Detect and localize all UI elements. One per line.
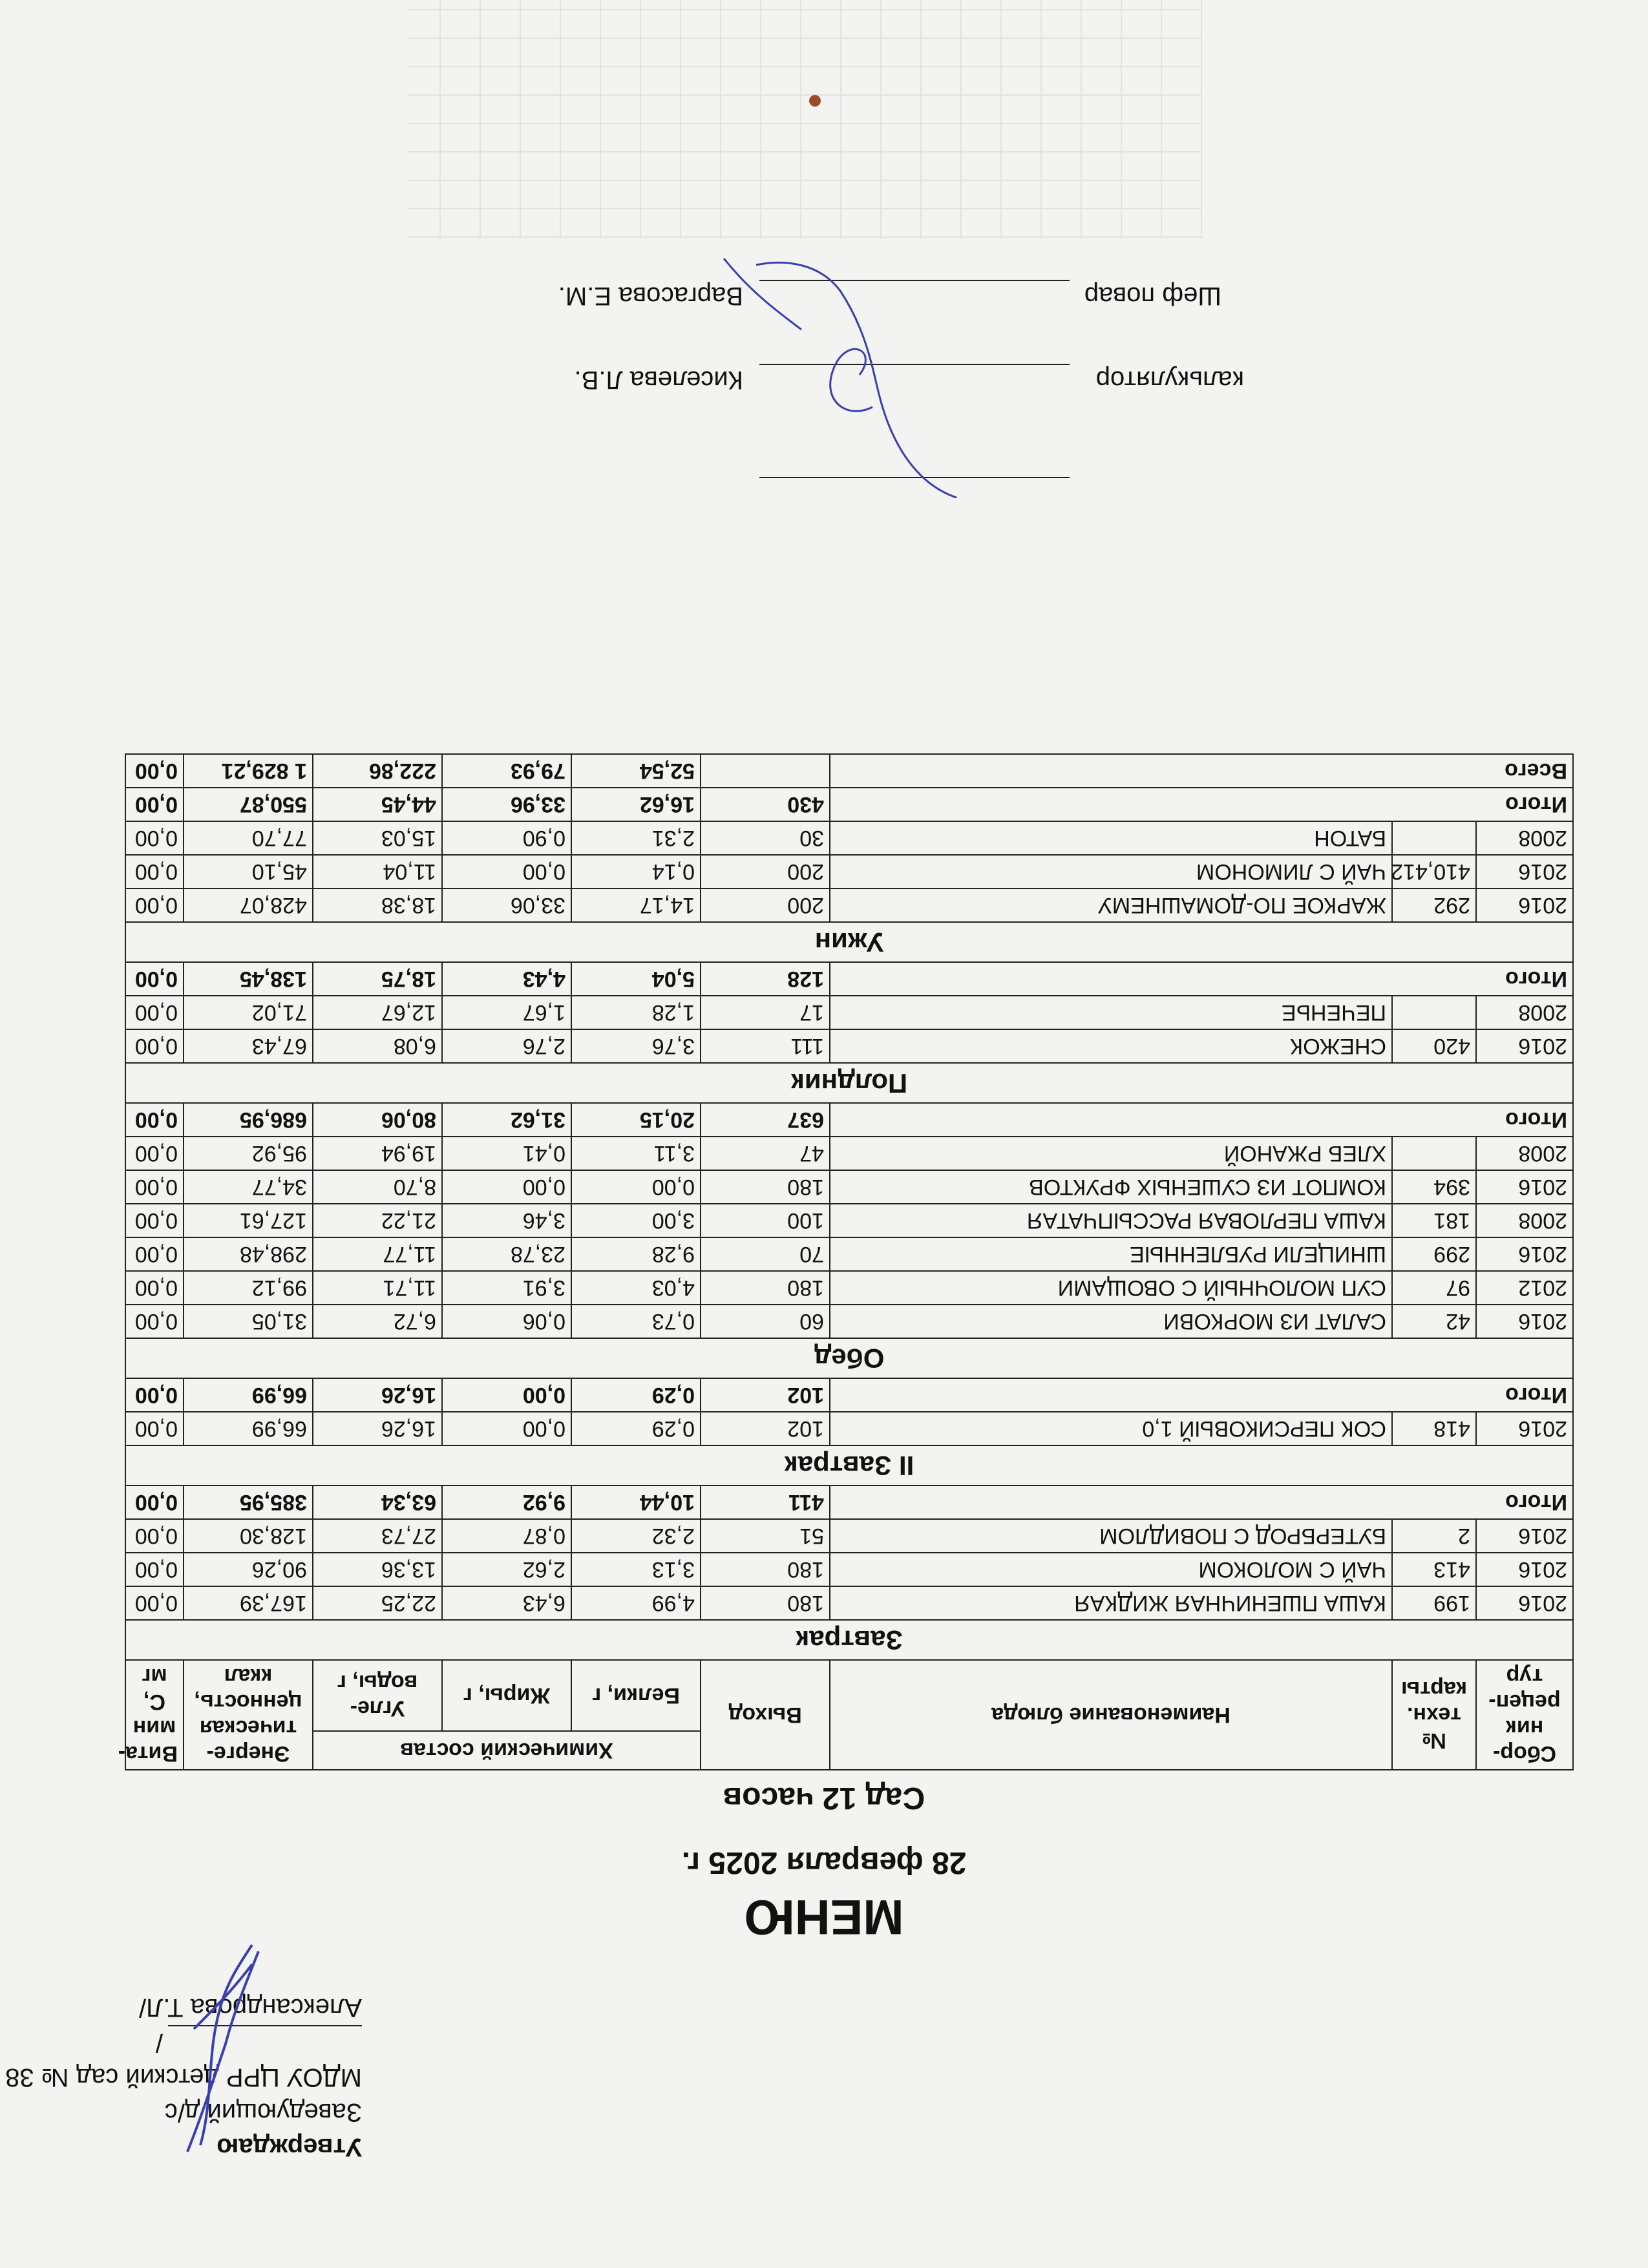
cell-fat: 2,76 xyxy=(442,1029,571,1063)
cell-vitc: 0,00 xyxy=(125,821,184,855)
cell-vitc: 0,00 xyxy=(125,1519,184,1553)
cell-energy: 67,43 xyxy=(184,1029,313,1063)
cell-carbs: 15,03 xyxy=(313,821,442,855)
cell-card: 42 xyxy=(1392,1305,1476,1338)
cell-card: 292 xyxy=(1392,888,1476,922)
cell-fat: 0,00 xyxy=(442,1170,571,1204)
cell-protein: 0,00 xyxy=(571,1170,701,1204)
cell-card: 199 xyxy=(1392,1586,1476,1620)
cell-fat: 1,67 xyxy=(442,996,571,1029)
cell-card: 413 xyxy=(1392,1553,1476,1586)
total-energy: 686,95 xyxy=(184,1103,313,1137)
cell-energy: 428,07 xyxy=(184,888,313,922)
cell-fat: 0,87 xyxy=(442,1519,571,1553)
cell-dish: БАТОН xyxy=(830,821,1392,855)
total-fat: 9,92 xyxy=(442,1486,571,1519)
col-chem: Химический состав xyxy=(313,1731,701,1770)
total-vitc: 0,00 xyxy=(125,1486,184,1519)
cell-collection: 2008 xyxy=(1476,996,1573,1029)
cell-energy: 66,99 xyxy=(184,1412,313,1445)
cell-yield: 180 xyxy=(701,1553,830,1586)
total-yield: 430 xyxy=(701,788,830,821)
cell-energy: 90,26 xyxy=(184,1553,313,1586)
col-collection: Сбор-ник рецеп-тур xyxy=(1476,1660,1573,1770)
total-carbs: 44,45 xyxy=(313,788,442,821)
cell-dish: СУП МОЛОЧНЫЙ С ОВОЩАМИ xyxy=(830,1271,1392,1305)
cell-protein: 4,03 xyxy=(571,1271,701,1305)
calc-name: Киселева Л.В. xyxy=(574,366,743,394)
cell-vitc: 0,00 xyxy=(125,1271,184,1305)
cell-carbs: 19,94 xyxy=(313,1137,442,1170)
cell-energy: 127,61 xyxy=(184,1204,313,1237)
cell-vitc: 0,00 xyxy=(125,1586,184,1620)
cell-vitc: 0,00 xyxy=(125,1237,184,1271)
approval-position: Заведующий д/с xyxy=(164,2098,362,2126)
cell-energy: 298,48 xyxy=(184,1237,313,1271)
cell-collection: 2012 xyxy=(1476,1271,1573,1305)
cell-card: 97 xyxy=(1392,1271,1476,1305)
cell-dish: ХЛЕБ РЖАНОЙ xyxy=(830,1137,1392,1170)
cell-vitc: 0,00 xyxy=(125,1412,184,1445)
cell-vitc: 0,00 xyxy=(125,1137,184,1170)
total-protein: 5,04 xyxy=(571,962,701,996)
col-card: № техн. карты xyxy=(1392,1660,1476,1770)
approval-label: Утверждаю xyxy=(217,2133,362,2161)
cell-carbs: 11,04 xyxy=(313,855,442,888)
cell-vitc: 0,00 xyxy=(125,1204,184,1237)
cell-energy: 128,30 xyxy=(184,1519,313,1553)
cell-vitc: 0,00 xyxy=(125,1029,184,1063)
total-carbs: 18,75 xyxy=(313,962,442,996)
cell-energy: 99,12 xyxy=(184,1271,313,1305)
cell-collection: 2016 xyxy=(1476,1553,1573,1586)
total-label: Итого xyxy=(830,1103,1573,1137)
cell-dish: СОК ПЕРСИКОВЫЙ 1,0 xyxy=(830,1412,1392,1445)
cell-fat: 0,00 xyxy=(442,1412,571,1445)
cell-yield: 100 xyxy=(701,1204,830,1237)
cell-protein: 1,28 xyxy=(571,996,701,1029)
total-energy: 385,95 xyxy=(184,1486,313,1519)
approval-org: МДОУ ЦРР детский сад № 38 xyxy=(5,2063,362,2092)
section-title: Обед xyxy=(125,1338,1573,1378)
staff-signatures-icon xyxy=(698,252,969,523)
total-label: Итого xyxy=(830,1378,1573,1412)
cell-yield: 200 xyxy=(701,855,830,888)
cell-yield: 200 xyxy=(701,888,830,922)
cell-carbs: 21,22 xyxy=(313,1204,442,1237)
grand-total-protein: 52,54 xyxy=(571,754,701,788)
cell-carbs: 12,67 xyxy=(313,996,442,1029)
section-title: Полдник xyxy=(125,1063,1573,1103)
menu-date: 28 февраля 2025 г. xyxy=(681,1845,967,1880)
calc-label: калькулятор xyxy=(1095,366,1244,394)
cell-card: 181 xyxy=(1392,1204,1476,1237)
col-fat: Жиры, г xyxy=(442,1660,571,1731)
grand-total-vitc: 0,00 xyxy=(125,754,184,788)
cell-dish: КОМПОТ ИЗ СУШЕНЫХ ФРУКТОВ xyxy=(830,1170,1392,1204)
cell-vitc: 0,00 xyxy=(125,888,184,922)
cell-dish: САЛАТ ИЗ МОРКОВИ xyxy=(830,1305,1392,1338)
total-vitc: 0,00 xyxy=(125,788,184,821)
cell-collection: 2016 xyxy=(1476,1305,1573,1338)
col-dish: Наименование блюда xyxy=(830,1660,1392,1770)
total-yield: 102 xyxy=(701,1378,830,1412)
total-energy: 66,99 xyxy=(184,1378,313,1412)
cell-dish: КАША ПЕРЛОВАЯ РАССЫПЧАТАЯ xyxy=(830,1204,1392,1237)
cell-collection: 2016 xyxy=(1476,1237,1573,1271)
cell-energy: 34,77 xyxy=(184,1170,313,1204)
total-fat: 31,62 xyxy=(442,1103,571,1137)
section-title: Ужин xyxy=(125,922,1573,962)
total-vitc: 0,00 xyxy=(125,1378,184,1412)
col-vitc: Вита-мин С, мг xyxy=(125,1660,184,1770)
cell-energy: 31,05 xyxy=(184,1305,313,1338)
cell-energy: 77,70 xyxy=(184,821,313,855)
cell-dish: ЧАЙ С ЛИМОНОМ xyxy=(830,855,1392,888)
cell-carbs: 16,26 xyxy=(313,1412,442,1445)
cell-vitc: 0,00 xyxy=(125,1553,184,1586)
cell-fat: 0,90 xyxy=(442,821,571,855)
total-protein: 10,44 xyxy=(571,1486,701,1519)
total-energy: 550,87 xyxy=(184,788,313,821)
cell-carbs: 6,72 xyxy=(313,1305,442,1338)
total-fat: 4,43 xyxy=(442,962,571,996)
cell-fat: 0,00 xyxy=(442,855,571,888)
section-title: II Завтрак xyxy=(125,1445,1573,1486)
total-protein: 20,15 xyxy=(571,1103,701,1137)
grand-total-label: Всего xyxy=(830,754,1573,788)
cell-yield: 111 xyxy=(701,1029,830,1063)
cell-collection: 2016 xyxy=(1476,1586,1573,1620)
cell-protein: 0,14 xyxy=(571,855,701,888)
total-fat: 33,96 xyxy=(442,788,571,821)
page-title: МЕНЮ xyxy=(744,1889,904,1944)
cell-card: 394 xyxy=(1392,1170,1476,1204)
cell-carbs: 13,36 xyxy=(313,1553,442,1586)
total-yield: 411 xyxy=(701,1486,830,1519)
cell-dish: КАША ПШЕНИЧНАЯ ЖИДКАЯ xyxy=(830,1586,1392,1620)
cell-protein: 3,11 xyxy=(571,1137,701,1170)
cell-protein: 3,13 xyxy=(571,1553,701,1586)
cell-fat: 0,41 xyxy=(442,1137,571,1170)
cell-carbs: 6,08 xyxy=(313,1029,442,1063)
col-energy: Энерге-тическая ценность, ккал xyxy=(184,1660,313,1770)
cell-fat: 6,43 xyxy=(442,1586,571,1620)
cell-vitc: 0,00 xyxy=(125,1305,184,1338)
ink-spot xyxy=(809,95,821,107)
chef-name: Варгасова Е.М. xyxy=(558,282,743,310)
cell-vitc: 0,00 xyxy=(125,996,184,1029)
cell-collection: 2008 xyxy=(1476,821,1573,855)
cell-dish: ШНИЦЕЛИ РУБЛЕННЫЕ xyxy=(830,1237,1392,1271)
cell-carbs: 18,38 xyxy=(313,888,442,922)
cell-energy: 95,92 xyxy=(184,1137,313,1170)
total-carbs: 16,26 xyxy=(313,1378,442,1412)
cell-dish: БУТЕРБРОД С ПОВИДЛОМ xyxy=(830,1519,1392,1553)
cell-yield: 180 xyxy=(701,1271,830,1305)
chef-label: Шеф повар xyxy=(1084,282,1221,310)
total-energy: 138,45 xyxy=(184,962,313,996)
cell-protein: 4,99 xyxy=(571,1586,701,1620)
approval-name: /Александрова Т.Л/ xyxy=(138,1993,362,2057)
cell-card: 299 xyxy=(1392,1237,1476,1271)
cell-dish: ПЕЧЕНЬЕ xyxy=(830,996,1392,1029)
total-fat: 0,00 xyxy=(442,1378,571,1412)
grand-total-fat: 79,93 xyxy=(442,754,571,788)
cell-protein: 2,31 xyxy=(571,821,701,855)
col-protein: Белки, г xyxy=(571,1660,701,1731)
cell-energy: 71,02 xyxy=(184,996,313,1029)
cell-fat: 0,06 xyxy=(442,1305,571,1338)
cell-protein: 0,73 xyxy=(571,1305,701,1338)
cell-fat: 2,62 xyxy=(442,1553,571,1586)
cell-energy: 167,39 xyxy=(184,1586,313,1620)
cell-collection: 2016 xyxy=(1476,1170,1573,1204)
cell-collection: 2016 xyxy=(1476,1519,1573,1553)
total-label: Итого xyxy=(830,1486,1573,1519)
cell-protein: 2,32 xyxy=(571,1519,701,1553)
cell-yield: 30 xyxy=(701,821,830,855)
cell-collection: 2016 xyxy=(1476,855,1573,888)
cell-vitc: 0,00 xyxy=(125,1170,184,1204)
cell-protein: 14,17 xyxy=(571,888,701,922)
section-title: Завтрак xyxy=(125,1620,1573,1660)
cell-collection: 2008 xyxy=(1476,1137,1573,1170)
total-vitc: 0,00 xyxy=(125,1103,184,1137)
total-label: Итого xyxy=(830,788,1573,821)
cell-carbs: 27,73 xyxy=(313,1519,442,1553)
cell-card: 420 xyxy=(1392,1029,1476,1063)
total-protein: 16,62 xyxy=(571,788,701,821)
total-protein: 0,29 xyxy=(571,1378,701,1412)
cell-yield: 51 xyxy=(701,1519,830,1553)
cell-card: 418 xyxy=(1392,1412,1476,1445)
cell-carbs: 11,71 xyxy=(313,1271,442,1305)
col-yield: Выход xyxy=(701,1660,830,1770)
cell-energy: 45,10 xyxy=(184,855,313,888)
total-vitc: 0,00 xyxy=(125,962,184,996)
cell-fat: 23,78 xyxy=(442,1237,571,1271)
cell-yield: 47 xyxy=(701,1137,830,1170)
cell-card: 410,412 xyxy=(1392,855,1476,888)
cell-carbs: 8,70 xyxy=(313,1170,442,1204)
cell-protein: 9,28 xyxy=(571,1237,701,1271)
cell-vitc: 0,00 xyxy=(125,855,184,888)
cell-collection: 2016 xyxy=(1476,1412,1573,1445)
cell-dish: ЧАЙ С МОЛОКОМ xyxy=(830,1553,1392,1586)
cell-collection: 2008 xyxy=(1476,1204,1573,1237)
cell-protein: 3,00 xyxy=(571,1204,701,1237)
cell-fat: 33,06 xyxy=(442,888,571,922)
cell-collection: 2016 xyxy=(1476,888,1573,922)
total-label: Итого xyxy=(830,962,1573,996)
cell-carbs: 22,25 xyxy=(313,1586,442,1620)
cell-yield: 102 xyxy=(701,1412,830,1445)
grand-total-energy: 1 829,21 xyxy=(184,754,313,788)
cell-yield: 60 xyxy=(701,1305,830,1338)
cell-protein: 0,29 xyxy=(571,1412,701,1445)
grand-total-carbs: 222,86 xyxy=(313,754,442,788)
cell-dish: ЖАРКОЕ ПО-ДОМАШНЕМУ xyxy=(830,888,1392,922)
cell-yield: 70 xyxy=(701,1237,830,1271)
total-yield: 128 xyxy=(701,962,830,996)
cell-yield: 180 xyxy=(701,1586,830,1620)
cell-fat: 3,91 xyxy=(442,1271,571,1305)
cell-collection: 2016 xyxy=(1476,1029,1573,1063)
cell-fat: 3,46 xyxy=(442,1204,571,1237)
total-carbs: 63,34 xyxy=(313,1486,442,1519)
cell-protein: 3,76 xyxy=(571,1029,701,1063)
cell-yield: 180 xyxy=(701,1170,830,1204)
total-carbs: 80,06 xyxy=(313,1103,442,1137)
cell-yield: 17 xyxy=(701,996,830,1029)
total-yield: 637 xyxy=(701,1103,830,1137)
cell-carbs: 11,77 xyxy=(313,1237,442,1271)
menu-group: Сад 12 часов xyxy=(723,1781,925,1815)
cell-dish: СНЕЖОК xyxy=(830,1029,1392,1063)
cell-card: 2 xyxy=(1392,1519,1476,1553)
col-carbs: Угле-воды, г xyxy=(313,1660,442,1731)
